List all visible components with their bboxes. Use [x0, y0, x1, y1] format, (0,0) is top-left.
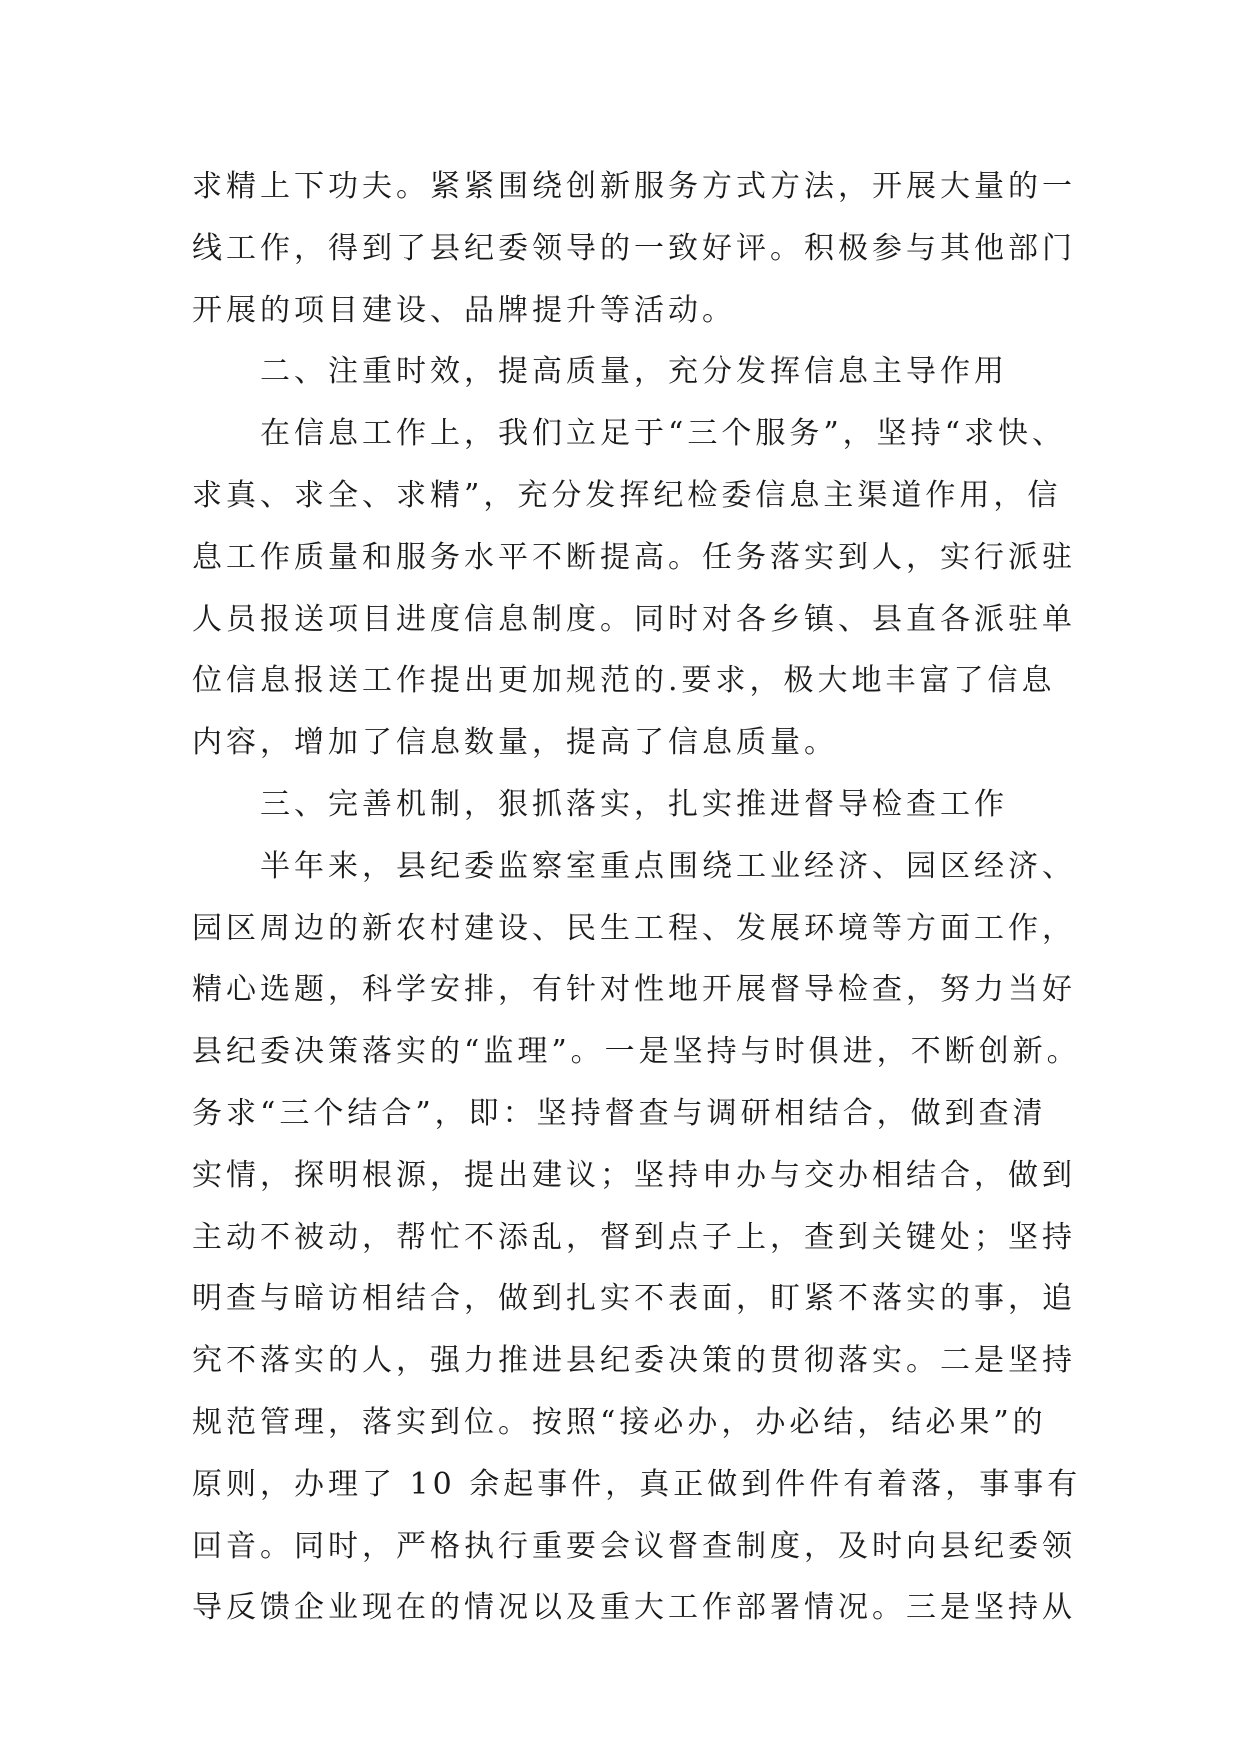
text-line: 人员报送项目进度信息制度。同时对各乡镇、县直各派驻单: [192, 601, 1076, 637]
text-line: 回音。同时，严格执行重要会议督查制度，及时向县纪委领: [192, 1528, 1076, 1564]
body-text: [192, 156, 1082, 1639]
text-line: 线工作，得到了县纪委领导的一致好评。积极参与其他部门: [192, 230, 1076, 266]
section-heading: 二、注重时效，提高质量，充分发挥信息主导作用: [260, 354, 1008, 390]
text-line: 开展的项目建设、品牌提升等活动。: [192, 292, 736, 328]
text-line: 位信息报送工作提出更加规范的.要求，极大地丰富了信息: [192, 663, 1056, 699]
text-line: 内容，增加了信息数量，提高了信息质量。: [192, 725, 838, 761]
text-line: 在信息工作上，我们立足于“三个服务”，坚持“求快、: [260, 416, 1067, 452]
text-line: 明查与暗访相结合，做到扎实不表面，盯紧不落实的事，追: [192, 1281, 1076, 1317]
text-line: 究不落实的人，强力推进县纪委决策的贯彻落实。二是坚持: [192, 1343, 1076, 1379]
text-line: 务求“三个结合”，即：坚持督查与调研相结合，做到查清: [192, 1095, 1047, 1131]
text-line: 规范管理，落实到位。按照“接必办，办必结，结必果”的: [192, 1404, 1047, 1440]
text-line: 县纪委决策落实的“监理”。一是坚持与时俱进，不断创新。: [192, 1034, 1081, 1070]
text-line: 主动不被动，帮忙不添乱，督到点子上，查到关键处；坚持: [192, 1219, 1076, 1255]
text-line: 实情，探明根源，提出建议；坚持申办与交办相结合，做到: [192, 1157, 1076, 1193]
text-line: 精心选题，科学安排，有针对性地开展督导检查，努力当好: [192, 972, 1076, 1008]
text-line: 园区周边的新农村建设、民生工程、发展环境等方面工作，: [192, 910, 1076, 946]
text-line: 息工作质量和服务水平不断提高。任务落实到人，实行派驻: [192, 539, 1076, 575]
text-line: 求真、求全、求精”，充分发挥纪检委信息主渠道作用，信: [192, 477, 1062, 513]
text-line: 导反馈企业现在的情况以及重大工作部署情况。三是坚持从: [192, 1590, 1076, 1626]
text-line: 求精上下功夫。紧紧围绕创新服务方式方法，开展大量的一: [192, 169, 1076, 204]
section-heading: 三、完善机制，狠抓落实，扎实推进督导检查工作: [260, 786, 1008, 822]
text-line: 半年来，县纪委监察室重点围绕工业经济、园区经济、: [260, 848, 1076, 884]
text-line: 原则，办理了 10 余起事件，真正做到件件有着落，事事有: [192, 1466, 1082, 1502]
